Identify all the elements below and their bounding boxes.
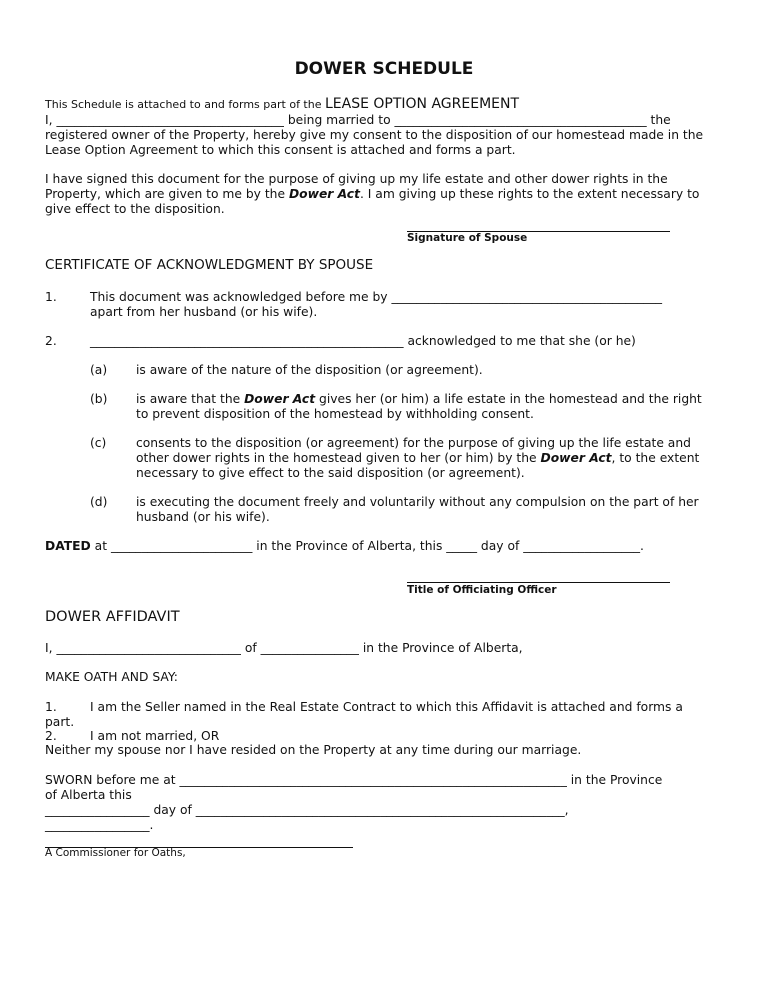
item2-line: ___________________________________________________ acknowledged to me that she (or he) [90,334,636,348]
aff1-number: 1. [45,700,57,714]
dated-day-blank[interactable]: _____ [446,539,478,553]
aff2-line: I am not married, OR [90,729,220,743]
dated-line: DATED at _______________________ in the Province of Alberta, this _____ day of ___________________. [45,539,644,553]
affiant-name-blank[interactable]: ______________________________ [56,641,241,655]
affidavit-heading: DOWER AFFIDAVIT [45,609,180,625]
sworn-month-blank[interactable]: ____________________________________________________________ [195,803,565,817]
sworn-year-blank[interactable]: _________________ [45,818,150,832]
affiant-place-blank[interactable]: ________________ [260,641,359,655]
sworn-day-blank[interactable]: _________________ [45,803,150,817]
aff1-line-2: part. [45,715,75,729]
affiant-line: I, ______________________________ of ________________ in the Province of Alberta, [45,641,523,655]
owner-name-blank[interactable]: _________________________________________ [394,113,647,127]
sub-a-letter: (a) [90,363,108,377]
page-title: DOWER SCHEDULE [294,59,474,79]
sub-a-text: is aware of the nature of the disposition (or agreement). [136,363,483,377]
aff2-number: 2. [45,729,57,743]
sub-c-line-2: other dower rights in the homestead given to her (or him) by the Dower Act, to the extent [136,451,700,465]
dower-act-ref: Dower Act [288,187,360,201]
sworn-place-blank[interactable]: _______________________________________________________________ [179,773,567,787]
item2-number: 2. [45,334,57,348]
sub-d-line-1: is executing the document freely and voluntarily without any compulsion on the part of her [136,495,699,509]
intro-line [45,97,728,112]
signature-label: Signature of Spouse [407,232,528,244]
certificate-heading: CERTIFICATE OF ACKNOWLEDGMENT BY SPOUSE [45,257,374,273]
sworn-line-1: SWORN before me at _______________________________________________________________ in the Province [45,773,663,787]
spouse-name-blank[interactable]: _____________________________________ [56,113,284,127]
consent-line-1: I, _____________________________________ being married to _________________________________________ the [45,113,671,127]
intro-prefix: This Schedule is attached to and forms part of the [45,98,325,111]
acknowledger-blank[interactable]: ___________________________________________________ [90,334,404,348]
item1-line-2: apart from her husband (or his wife). [90,305,318,319]
neither-line: Neither my spouse nor I have resided on the Property at any time during our marriage. [45,743,582,757]
sub-d-line-2: husband (or his wife). [136,510,270,524]
dower-act-ref: Dower Act [244,392,316,406]
sub-c-line-3: necessary to give effect to the said disposition (or agreement). [136,466,525,480]
dated-place-blank[interactable]: _______________________ [110,539,253,553]
sworn-line-2: of Alberta this [45,788,132,802]
sub-b-line-2: to prevent disposition of the homestead by withholding consent. [136,407,534,421]
item1-number: 1. [45,290,57,304]
sub-b-line-1: is aware that the Dower Act gives her (or him) a life estate in the homestead and the right [136,392,702,406]
sub-d-letter: (d) [90,495,108,509]
sworn-line-4: _________________. [45,818,154,832]
aff1-line-1: I am the Seller named in the Real Estate Contract to which this Affidavit is attached and forms a [90,700,683,714]
officer-label: Title of Officiating Officer [407,584,557,596]
sub-b-letter: (b) [90,392,108,406]
signed-line-1: I have signed this document for the purpose of giving up my life estate and other dower rights in the [45,172,668,186]
sub-c-line-1: consents to the disposition (or agreement) for the purpose of giving up the life estate and [136,436,691,450]
consent-line-2: registered owner of the Property, hereby give my consent to the disposition of our homestead made in the [45,128,704,142]
agreement-name: LEASE OPTION AGREEMENT [324,96,520,112]
dated-label: DATED [45,539,91,553]
consent-line-3: Lease Option Agreement to which this consent is attached and forms a part. [45,143,516,157]
sub-c-letter: (c) [90,436,107,450]
sworn-line-3: _________________ day of ____________________________________________________________, [45,803,569,817]
dated-month-blank[interactable]: ___________________ [523,539,641,553]
acknowledged-by-blank[interactable]: ____________________________________________ [391,290,663,304]
signed-line-3: give effect to the disposition. [45,202,225,216]
oath-line: MAKE OATH AND SAY: [45,670,178,684]
item1-line-1: This document was acknowledged before me by ____________________________________________ [90,290,663,304]
dower-act-ref: Dower Act [540,451,612,465]
signed-line-2: Property, which are given to me by the Dower Act. I am giving up these rights to the extent necessary to [45,187,700,201]
commissioner-label: A Commissioner for Oaths, [45,847,186,859]
